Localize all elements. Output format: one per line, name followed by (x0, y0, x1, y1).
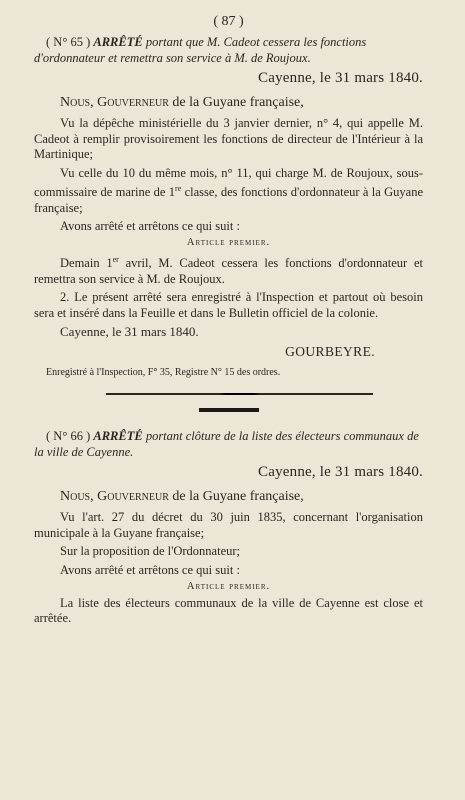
nous-gouverneur: Nous, Gouverneur (60, 489, 169, 505)
article-1-sup: er (112, 255, 119, 265)
decree-66 (34, 428, 423, 627)
signature: GOURBEYRE. (285, 344, 375, 360)
decree-title: portant clôture de la liste des électeurs communaux de la ville de Cayenne. (34, 429, 419, 460)
decree-title: portant que M. Cadeot cessera les fonctions d'ordonnateur et remettra son service à M. de Roujoux. (34, 35, 367, 65)
dateline: Cayenne, le 31 mars 1840. (258, 464, 423, 481)
article-1-text-b: avril, M. Cadeot cessera les fonctions d'ordonnateur et remettra son service à M. de Roujoux. (34, 256, 423, 286)
article-1: La liste des électeurs communaux de la ville de Cayenne est close et arrêtée. (34, 595, 423, 626)
dateline: Cayenne, le 31 mars 1840. (258, 70, 423, 86)
article-heading: Article premier. (186, 580, 271, 592)
section-divider (106, 393, 373, 395)
considerant-2-text-a: Vu celle du 10 du même mois, n° 11, qui charge M. de Roujoux, sous-commissaire de marine de 1 (34, 165, 423, 200)
decree-65 (34, 34, 423, 378)
considerant-2-text-b: classe, des fonctions d'ordonnateur à la Guyane française; (34, 185, 424, 215)
enacting-clause: Avons arrêté et arrêtons ce qui suit : (60, 562, 240, 577)
article-1-text-a: Demain 1 (60, 256, 113, 271)
registration-note: Enregistré à l'Inspection, F° 35, Registre N° 15 des ordres. (46, 367, 281, 379)
decree-title-word: ARRÊTÉ (93, 429, 143, 444)
article-1 (34, 252, 423, 287)
decree-number: ( N° 65 ) (46, 35, 91, 49)
article-heading: Article premier. (186, 237, 271, 249)
signing-date: Cayenne, le 31 mars 1840. (60, 324, 199, 340)
decree-title-word: ARRÊTÉ (93, 35, 143, 49)
enacting-clause: Avons arrêté et arrêtons ce qui suit : (60, 219, 240, 234)
considerant-1: Vu l'art. 27 du décret du 30 juin 1835, concernant l'organisation municipale à la Guyane française; (34, 510, 423, 540)
nous-gouverneur: Nous, Gouverneur (60, 95, 169, 110)
nous-region: de la Guyane française, (172, 95, 304, 110)
decree-heading (34, 34, 423, 66)
page-number: ( 87 ) (213, 14, 244, 29)
preamble-nous (60, 95, 423, 111)
decree-number: ( N° 66 ) (46, 429, 91, 444)
nous-region: de la Guyane française, (172, 489, 304, 505)
considerant-2-sup: re (175, 184, 182, 193)
preamble-nous (60, 489, 423, 505)
proposition: Sur la proposition de l'Ordonnateur; (60, 544, 240, 559)
decree-heading (34, 428, 423, 460)
section-divider-ornament (199, 408, 259, 412)
considerant-1: Vu la dépêche ministérielle du 3 janvier dernier, n° 4, qui appelle M. Cadeot à remplir provisoirement les fonctions de directeur de l'Intérieur à la Martinique; (34, 116, 423, 161)
article-2: 2. Le présent arrêté sera enregistré à l'Inspection et partout où besoin sera et inséré dans la Feuille et dans le Bulletin officiel de la colonie. (34, 290, 423, 320)
considerant-2 (34, 166, 423, 217)
